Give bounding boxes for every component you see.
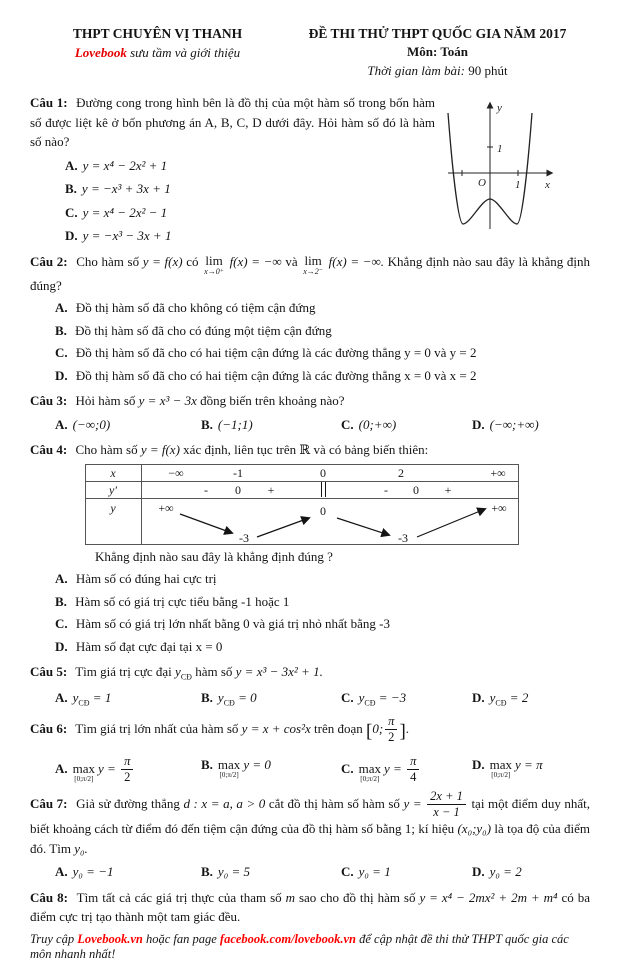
limit-2: lim x→2⁻: [303, 252, 324, 276]
question-6: [30, 715, 590, 784]
question-3-text: Câu 3: Hỏi hàm số y = x³ − 3x đồng biến trên khoảng nào?: [30, 393, 345, 408]
option-d: D. y = −x³ − 3x + 1: [65, 228, 172, 243]
question-5-options: [55, 688, 590, 710]
duration-label: Thời gian làm bài:: [367, 63, 465, 78]
origin-label: O: [478, 177, 486, 189]
question-5: [30, 662, 590, 709]
svg-text:-3: -3: [239, 530, 249, 544]
y-axis-label: y: [497, 102, 502, 114]
question-8: [30, 888, 590, 927]
option-a: A. y = x⁴ − 2x² + 1: [65, 157, 168, 173]
y-tick-label: 1: [497, 143, 503, 155]
left-bracket: [: [366, 721, 373, 743]
svg-text:+∞: +∞: [158, 500, 174, 515]
question-7-options: [55, 862, 590, 882]
question-1: [30, 93, 590, 246]
option-c: C. Đồ thị hàm số đã cho có hai tiệm cận đứng là các đường thẳng y = 0 và y = 2: [55, 345, 477, 360]
arrow-down-2: [337, 518, 389, 535]
option-b: B. (−1;1): [201, 416, 253, 432]
option-b: B. Đồ thị hàm số đã cho có đúng một tiệm cận đứng: [55, 322, 332, 338]
option-a: A. y₀ = −1: [55, 864, 114, 880]
question-5-text: Câu 5: Tìm giá trị cực đại $y_{CĐ}$ hàm số y = x³ − 3x² + 1.: [30, 664, 323, 682]
x-row-header: x: [110, 465, 116, 480]
option-d: D. Hàm số đạt cực đại tại x = 0: [55, 638, 223, 654]
header-left: [30, 26, 285, 79]
function-graph: [440, 95, 562, 237]
max-operator: max [0;π/2]: [217, 756, 241, 779]
max-operator: max [0;π/2]: [489, 756, 513, 779]
question-2-options: [30, 298, 590, 385]
question-3-options: [55, 415, 590, 435]
rational-function: $\frac{2x + 1}{x - 1}$: [427, 790, 466, 819]
brand-tagline: [30, 45, 285, 61]
header-right: [285, 26, 590, 79]
arrow-up-1: [257, 518, 309, 537]
option-d: D. (−∞;+∞): [472, 416, 539, 432]
variation-table: x −∞ -1 0 2 +∞ y′ - 0 + - 0 + y +∞ -3 0 -3 +∞: [85, 464, 519, 545]
x-axis-label: x: [545, 179, 550, 191]
option-c: C. max [0;π/2] y = $\frac{\pi}{4}$: [341, 755, 472, 784]
question-4-text: Câu 4: Cho hàm số y = f(x) xác định, liên tục trên ℝ và có bảng biến thiên:: [30, 442, 429, 457]
school-name: THPT CHUYÊN VỊ THANH: [72, 26, 243, 41]
question-3: [30, 391, 590, 434]
option-c: C. $y_{CĐ} = -3$: [341, 689, 407, 708]
option-c: C. Hàm số có giá trị lớn nhất bằng 0 và giá trị nhỏ nhất bằng -3: [55, 616, 390, 631]
option-d: D. max [0;π/2] y = π: [472, 756, 543, 779]
duration: [285, 63, 590, 79]
question-4: [30, 440, 590, 656]
question-4-prompt: Khẳng định nào sau đây là khẳng định đúng ?: [95, 548, 333, 564]
question-3-label: Câu 3:: [30, 393, 68, 408]
question-1-text: Câu 1: Đường cong trong hình bên là đồ thị của một hàm số trong bốn hàm số được liệt kê ở bốn phương án A, B, C, D dưới đây. Hỏi hàm số đó là hàm số nào?: [30, 95, 435, 149]
pi-over-2: $\frac{\pi}{2}$: [385, 715, 397, 744]
svg-text:-3: -3: [398, 530, 408, 544]
option-b: B. y₀ = 5: [201, 864, 250, 880]
question-7-text: Câu 7: Giả sử đường thẳng d : x = a, a > 0 cắt đồ thị hàm số hàm số y = $\frac{2x + 1}{x - 1}$ tại một điểm duy nhất, biết khoảng cách từ điểm đó đến tiệm cận đứng của đồ thị hàm số bằng 1; kí hiệu (x₀;y₀) là tọa độ của điểm đó. Tìm y₀.: [30, 789, 591, 856]
y-variation-row: [86, 498, 518, 544]
question-4-label: Câu 4:: [30, 442, 68, 457]
brand-name: Lovebook: [74, 45, 127, 60]
question-1-label: Câu 1:: [30, 95, 68, 110]
svg-text:0: 0: [320, 503, 326, 518]
option-c: C. y = x⁴ − 2x² − 1: [65, 204, 168, 220]
facebook-link[interactable]: facebook.com/lovebook.vn: [219, 931, 356, 946]
max-operator: max [0;π/2]: [72, 760, 96, 783]
brand-tagline-text: sưu tầm và giới thiệu: [126, 45, 241, 60]
x-tick-label: 1: [515, 179, 521, 191]
lovebook-link[interactable]: Lovebook.vn: [77, 931, 143, 946]
max-operator: max [0;π/2]: [358, 760, 382, 783]
question-2-label: Câu 2:: [30, 253, 68, 269]
option-d: D. Đồ thị hàm số đã cho có hai tiệm cận đứng là các đường thẳng x = 0 và x = 2: [55, 367, 477, 383]
option-c: C. y₀ = 1: [341, 864, 391, 880]
option-a: A. Đồ thị hàm số đã cho không có tiệm cận đứng: [55, 300, 316, 315]
option-a: A. (−∞;0): [55, 416, 111, 432]
option-d: D. $y_{CĐ} = 2$: [472, 689, 529, 708]
question-8-text: Câu 8: Tìm tất cả các giá trị thực của tham số m sao cho đồ thị hàm số y = x⁴ − 2mx² + 2m + m⁴ có ba điểm cực trị tạo thành một tam giác đều.: [30, 889, 591, 925]
duration-value: 90 phút: [464, 63, 508, 78]
option-a: A. Hàm số có đúng hai cực trị: [55, 571, 217, 586]
question-6-label: Câu 6:: [30, 721, 68, 737]
question-2-text: Câu 2: Cho hàm số y = f(x) có lim x→0⁺ f(x) = −∞ và lim x→2⁻ f(x) = −∞. Khẳng định nào sau đây là khẳng định đúng?: [30, 252, 590, 293]
discontinuity-mark: [321, 482, 326, 497]
option-b: B. max [0;π/2] y = 0: [201, 756, 271, 779]
y-row-header: y: [110, 500, 116, 515]
question-4-options: [30, 569, 590, 656]
footer-note: Truy cập Lovebook.vn hoặc fan page facebook.com/lovebook.vn để cập nhật đề thi thử THPT quốc gia các môn nhanh nhất!: [30, 931, 569, 961]
limit-1: lim x→0⁺: [204, 252, 224, 276]
header: [30, 26, 590, 79]
question-2: [30, 252, 590, 386]
option-b: B. y = −x³ + 3x + 1: [65, 181, 171, 196]
table-row-line-1: [86, 481, 518, 482]
option-b: B. Hàm số có giá trị cực tiểu bằng -1 hoặc 1: [55, 593, 290, 609]
option-d: D. y₀ = 2: [472, 864, 522, 880]
question-7-label: Câu 7:: [30, 796, 68, 812]
option-b: B. $y_{CĐ} = 0$: [201, 689, 257, 708]
question-6-options: [55, 755, 590, 784]
right-bracket: ]: [399, 721, 406, 743]
question-8-label: Câu 8:: [30, 889, 68, 905]
option-a: A. $y_{CĐ} = 1$: [55, 689, 112, 708]
question-7: [30, 790, 590, 882]
svg-text:+∞: +∞: [491, 500, 507, 515]
subject: Môn: Toán: [406, 44, 469, 59]
option-a: A. max [0;π/2] y = $\frac{\pi}{2}$: [55, 755, 201, 784]
yprime-row-header: y′: [109, 482, 117, 497]
question-5-label: Câu 5:: [30, 664, 68, 679]
option-c: C. (0;+∞): [341, 416, 397, 432]
question-6-text: Câu 6: Tìm giá trị lớn nhất của hàm số y = x + cos²x trên đoạn [0; $\frac{\pi}{2}$ ].: [30, 714, 410, 745]
arrow-up-2: [417, 509, 485, 537]
arrow-down-1: [180, 514, 232, 533]
exam-title: ĐỀ THI THỬ THPT QUỐC GIA NĂM 2017: [308, 26, 567, 41]
